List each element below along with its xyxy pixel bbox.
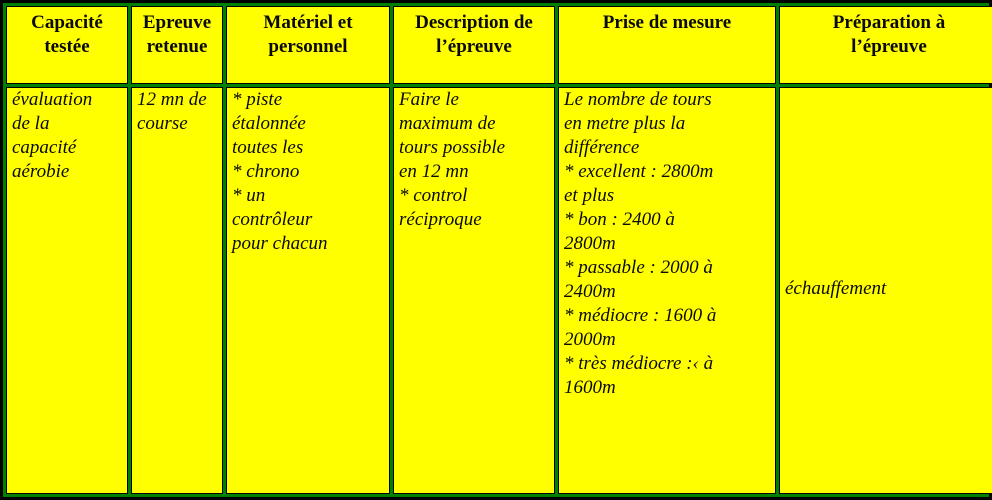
cell-mesure-line: * bon : 2400 à: [564, 209, 675, 230]
cell-preparation-line: échauffement: [785, 277, 887, 299]
cell-mesure-line: 2800m: [564, 233, 616, 254]
cell-mesure-line: 2400m: [564, 281, 616, 302]
cell-mesure-line: différence: [564, 137, 640, 158]
table-row: [6, 87, 992, 494]
cell-capacite-line: capacité: [12, 137, 77, 158]
header-preparation-line-1: Préparation à: [832, 12, 946, 33]
cell-materiel-line: * chrono: [232, 161, 300, 182]
cell-mesure-line: 1600m: [564, 377, 616, 398]
cell-mesure-line: 2000m: [564, 329, 616, 350]
cell-mesure-line: Le nombre de tours: [564, 89, 712, 110]
header-mesure-line-1: Prise de mesure: [602, 12, 732, 33]
cell-epreuve-line: course: [137, 113, 188, 134]
cell-preparation: [779, 87, 992, 494]
cell-description-line: réciproque: [399, 209, 482, 230]
header-description-line-1: Description de: [415, 12, 533, 33]
cell-capacite-line: aérobie: [12, 161, 70, 182]
header-capacite-line-2: testée: [44, 36, 90, 57]
cell-description-line: maximum de: [399, 113, 496, 134]
header-materiel: [226, 6, 390, 84]
cell-materiel-line: pour chacun: [232, 233, 328, 254]
cell-materiel-line: * piste: [232, 89, 283, 110]
cell-description-line: tours possible: [399, 137, 506, 158]
cell-capacite-line: de la: [12, 113, 50, 134]
header-epreuve-line-1: Epreuve: [142, 12, 212, 33]
header-materiel-line-1: Matériel et: [263, 12, 353, 33]
cell-epreuve-line: 12 mn de: [137, 89, 207, 110]
header-preparation: [779, 6, 992, 84]
cell-mesure-line: * excellent : 2800m: [564, 161, 714, 182]
cell-description-line: en 12 mn: [399, 161, 469, 182]
cell-epreuve: [131, 87, 223, 494]
cell-mesure-line: * médiocre : 1600 à: [564, 305, 717, 326]
header-preparation-line-2: l’épreuve: [851, 36, 927, 57]
cell-description-line: Faire le: [399, 89, 459, 110]
header-epreuve-line-2: retenue: [146, 36, 208, 57]
cell-description-line: * control: [399, 185, 468, 206]
cell-mesure-line: et plus: [564, 185, 615, 206]
cell-mesure: [558, 87, 776, 494]
cell-mesure-line: en metre plus la: [564, 113, 686, 134]
header-row: [6, 6, 992, 84]
cell-capacite: [6, 87, 128, 494]
cell-materiel-line: toutes les: [232, 137, 304, 158]
header-capacite: [6, 6, 128, 84]
cell-materiel-line: * un: [232, 185, 266, 206]
cell-mesure-line: * passable : 2000 à: [564, 257, 713, 278]
cell-materiel-line: contrôleur: [232, 209, 313, 230]
cell-description: [393, 87, 555, 494]
header-mesure: [558, 6, 776, 84]
header-materiel-line-2: personnel: [268, 36, 348, 57]
header-description-line-2: l’épreuve: [436, 36, 512, 57]
cell-materiel-line: étalonnée: [232, 113, 306, 134]
cell-mesure-line: * très médiocre :‹ à: [564, 353, 714, 374]
header-description: [393, 6, 555, 84]
header-epreuve: [131, 6, 223, 84]
cell-materiel: [226, 87, 390, 494]
evaluation-table: [3, 3, 992, 497]
header-capacite-line-1: Capacité: [31, 12, 103, 33]
cell-capacite-line: évaluation: [12, 89, 93, 110]
